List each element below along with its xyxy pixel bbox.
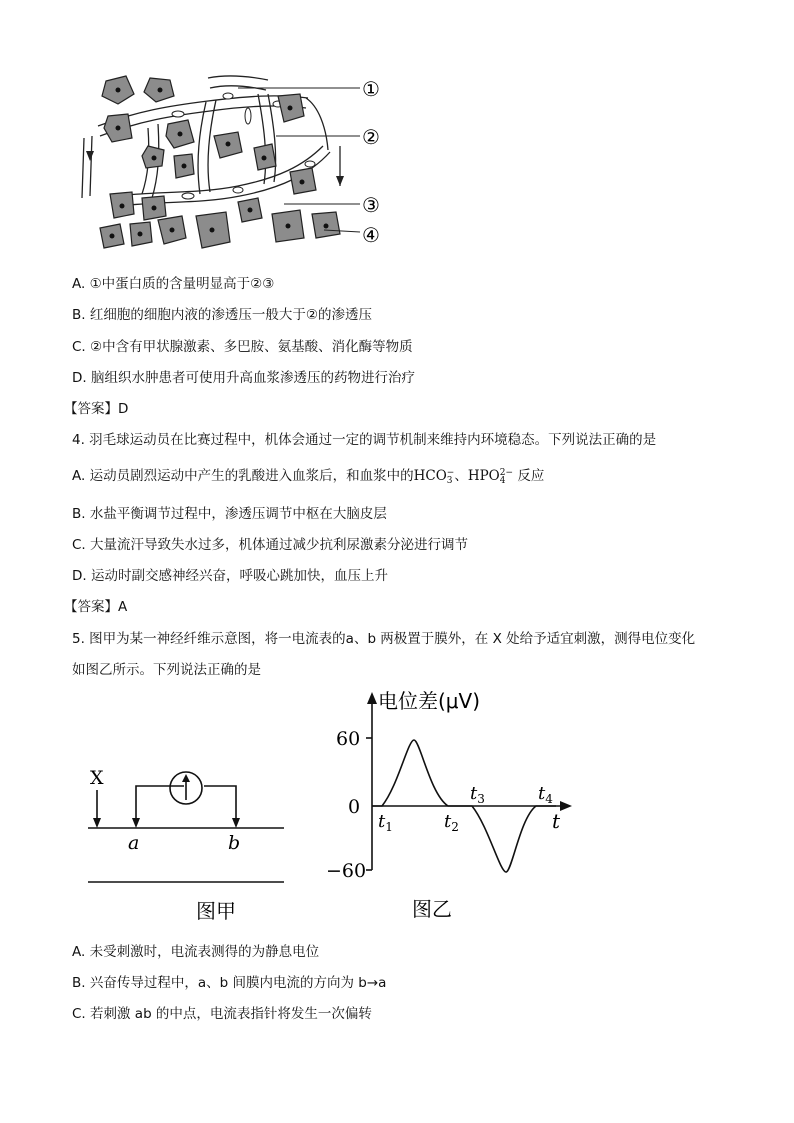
y-tick-label-0: 0: [348, 796, 361, 818]
answer-value: D: [118, 401, 129, 417]
tissue-diagram-svg: [78, 66, 398, 256]
q5-option-a: A. 未受刺激时，电流表测得的为静息电位: [72, 944, 320, 960]
label-4: ④: [362, 223, 380, 247]
q3-option-c: C. ②中含有甲状腺激素、多巴胺、氨基酸、消化酶等物质: [72, 339, 413, 355]
q5-option-b: B. 兴奋传导过程中，a、b 间膜内电流的方向为 b→a: [72, 975, 387, 991]
label-2: ②: [362, 125, 380, 149]
x-axis-arrow: [560, 801, 572, 811]
x-axis-label: t: [552, 809, 561, 833]
ion-bicarbonate: HCO − 3: [413, 467, 455, 486]
label-1: ①: [362, 77, 380, 101]
y-axis-arrow: [367, 692, 377, 704]
q5-option-c: C. 若刺激 ab 的中点，电流表指针将发生一次偏转: [72, 1006, 372, 1022]
q4-option-c: C. 大量流汗导致失水过多，机体通过减少抗利尿激素分泌进行调节: [72, 537, 469, 553]
q3-option-d: D. 脑组织水肿患者可使用升高血浆渗透压的药物进行治疗: [72, 370, 415, 386]
potential-chart: [320, 684, 580, 930]
q4-option-a-text: A. 运动员剧烈运动中产生的乳酸进入血浆后，和血浆中的: [72, 468, 414, 484]
answer-value: A: [118, 599, 128, 615]
q5-stem-line1: 5. 图甲为某一神经纤维示意图，将一电流表的a、b 两极置于膜外，在 X 处给予适宜刺激，测得电位变化: [72, 631, 696, 647]
tissue-diagram: [78, 66, 398, 256]
answer-label: 【答案】: [64, 599, 118, 615]
q4-answer: [64, 598, 127, 616]
t1-label: $t_1$: [378, 811, 393, 834]
figure-jia-caption: 图甲: [196, 899, 236, 923]
y-tick-label-60: 60: [336, 728, 361, 750]
t4-label: $t_4$: [538, 783, 553, 806]
figure-yi-caption: 图乙: [412, 897, 452, 921]
t2-label: $t_2$: [444, 811, 459, 834]
answer-label: 【答案】: [64, 401, 118, 417]
label-3: ③: [362, 193, 380, 217]
electrode-a-label: a: [128, 832, 140, 854]
figure-yi: [320, 684, 580, 930]
y-axis-title: 电位差(μV): [378, 689, 481, 713]
q3-answer: [64, 400, 128, 418]
electrode-b-label: b: [228, 832, 241, 854]
q4-option-b: B. 水盐平衡调节过程中，渗透压调节中枢在大脑皮层: [72, 506, 387, 522]
y-tick-label-neg60: −60: [326, 860, 367, 882]
nerve-fiber-svg: [80, 760, 300, 930]
ion-hydrogen-phosphate: HPO 2− 4: [467, 467, 514, 486]
q3-option-b: B. 红细胞的细胞内液的渗透压一般大于②的渗透压: [72, 307, 372, 323]
q4-option-a: A. 运动员剧烈运动中产生的乳酸进入血浆后，和血浆中的HCO − 3 、HPO 2− 4 反应: [72, 467, 545, 486]
q4-stem: 4. 羽毛球运动员在比赛过程中，机体会通过一定的调节机制来维持内环境稳态。下列说法正确的是: [72, 432, 657, 448]
figure-jia: [80, 760, 300, 930]
q4-option-d: D. 运动时副交感神经兴奋，呼吸心跳加快，血压上升: [72, 568, 388, 584]
q5-stem-line2: 如图乙所示。下列说法正确的是: [72, 662, 261, 678]
t3-label: $t_3$: [470, 783, 485, 806]
q3-option-a: A. ①中蛋白质的含量明显高于②③: [72, 276, 275, 292]
stimulus-x-label: X: [90, 767, 104, 789]
